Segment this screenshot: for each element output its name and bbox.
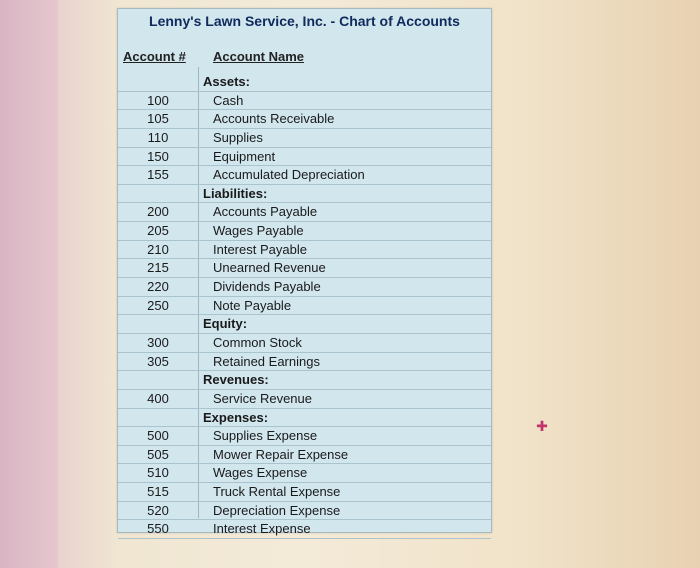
account-number: 150	[147, 148, 169, 164]
account-number: 155	[147, 167, 169, 183]
account-name: Mower Repair Expense	[213, 446, 349, 462]
account-number: 215	[147, 260, 169, 276]
account-number: 400	[147, 390, 169, 406]
account-number: 200	[147, 204, 169, 220]
section-heading-row	[118, 409, 491, 428]
section-label: Assets:	[203, 74, 250, 89]
account-name: Service Revenue	[213, 390, 312, 406]
account-row	[118, 92, 491, 111]
account-number: 100	[147, 92, 169, 108]
account-name: Wages Payable	[213, 223, 304, 239]
account-number: 210	[147, 241, 169, 257]
section-label: Expenses:	[203, 409, 269, 425]
chart-of-accounts-sheet	[117, 8, 492, 537]
account-row	[118, 334, 491, 353]
account-name: Note Payable	[213, 297, 292, 313]
account-number: 515	[147, 484, 169, 500]
account-number: 500	[147, 428, 169, 444]
account-name: Dividends Payable	[213, 279, 321, 295]
account-name: Unearned Revenue	[213, 260, 326, 276]
section-heading-row	[118, 73, 491, 92]
account-row	[118, 446, 491, 465]
section-label: Equity:	[203, 316, 248, 332]
account-number: 110	[147, 129, 169, 145]
account-row	[118, 483, 491, 502]
account-number: 205	[147, 223, 169, 239]
account-name: Accumulated Depreciation	[213, 167, 365, 183]
account-name: Interest Payable	[213, 241, 307, 257]
account-name: Depreciation Expense	[213, 502, 341, 518]
account-row	[118, 427, 491, 446]
account-number: 550	[147, 521, 169, 537]
account-row	[118, 222, 491, 241]
account-name: Interest Expense	[213, 521, 311, 537]
account-number: 510	[147, 465, 169, 481]
account-name: Truck Rental Expense	[213, 484, 341, 500]
section-heading-row	[118, 185, 491, 204]
account-number: 105	[147, 111, 169, 127]
account-name: Retained Earnings	[213, 353, 320, 369]
account-row	[118, 259, 491, 278]
account-name: Common Stock	[213, 334, 302, 350]
account-number: 250	[147, 297, 169, 313]
account-name: Supplies Expense	[213, 428, 318, 444]
accounts-list	[118, 73, 491, 539]
account-row	[118, 502, 491, 521]
account-row	[118, 390, 491, 409]
account-row	[118, 203, 491, 222]
account-row	[118, 241, 491, 260]
account-row	[118, 353, 491, 372]
plus-cursor-icon: ✚	[536, 418, 548, 434]
account-number: 300	[147, 334, 169, 350]
background-strip	[0, 0, 58, 568]
account-row	[118, 297, 491, 316]
account-number: 220	[147, 279, 169, 295]
section-heading-row	[118, 371, 491, 390]
account-row	[118, 110, 491, 129]
account-number-header: Account #	[123, 49, 186, 64]
account-name: Accounts Payable	[213, 204, 318, 220]
account-row	[118, 148, 491, 167]
account-row	[118, 520, 491, 539]
account-name: Wages Expense	[213, 465, 308, 481]
account-row	[118, 166, 491, 185]
account-name-header: Account Name	[213, 49, 305, 64]
section-label: Liabilities:	[203, 185, 268, 201]
account-row	[118, 129, 491, 148]
section-label: Revenues:	[203, 372, 269, 388]
account-number: 305	[147, 353, 169, 369]
account-name: Equipment	[213, 148, 276, 164]
account-row	[118, 464, 491, 483]
section-heading-row	[118, 315, 491, 334]
account-name: Supplies	[213, 129, 263, 145]
account-name: Accounts Receivable	[213, 111, 335, 127]
page-title: Lenny's Lawn Service, Inc. - Chart of Accounts	[149, 13, 460, 29]
account-name: Cash	[213, 92, 244, 108]
account-row	[118, 278, 491, 297]
account-number: 520	[147, 502, 169, 518]
account-number: 505	[147, 446, 169, 462]
